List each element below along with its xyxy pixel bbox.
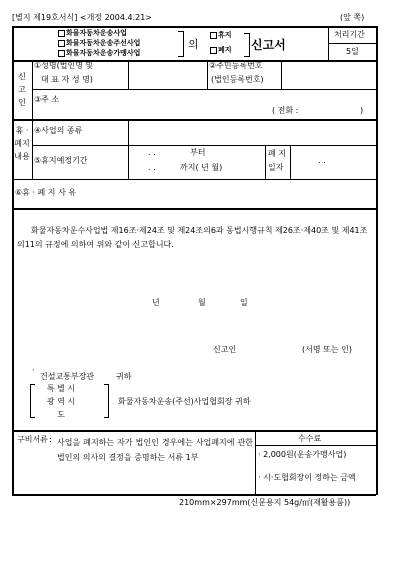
reg-number-field[interactable] — [282, 61, 375, 88]
date-month: 월 — [198, 298, 206, 307]
name-label: ①성명(법인명 및 — [34, 61, 94, 70]
fee-item-2: · 시·도협회장이 정하는 금액 — [258, 473, 356, 482]
checkbox-icon — [210, 47, 217, 54]
phone-close: ) — [360, 106, 364, 115]
name-field[interactable] — [129, 61, 206, 88]
required-docs-label: 구비서류 — [17, 435, 48, 444]
required-docs-colon: : — [49, 435, 52, 444]
addressee-city-list: 특 별 시 광 역 시 도 — [46, 384, 76, 419]
required-docs-text: 사업을 폐지하는 자가 법인인 경우에는 사업폐지에 관한 법인의 의사의 결정을 증명하는 서류 1부 — [57, 438, 253, 462]
bracket-icon — [178, 31, 184, 57]
suspension-period-label: ⑤휴지예정기간 — [34, 156, 88, 165]
checkbox-icon — [58, 50, 65, 57]
title-of: 의 — [188, 38, 199, 51]
form-reference: [별지 제19호서식] <개정 2004.4.21> — [12, 13, 152, 22]
business-type-field[interactable] — [129, 120, 375, 145]
address-label: ③주 소 — [34, 95, 60, 104]
name-label-sub: 대 표 자 성 명) — [41, 75, 93, 84]
period-to-dots[interactable]: . . — [148, 163, 156, 172]
phone-label: ( 전화 : — [272, 106, 299, 115]
page-side-label: (앞 쪽) — [340, 13, 365, 22]
addressee-dot-icon: · — [32, 366, 35, 375]
document-title: 신고서 — [251, 38, 286, 52]
date-year: 년 — [152, 298, 160, 307]
closure-date-field[interactable]: . . — [318, 156, 326, 165]
paper-spec: 210mm×297mm(신문용지 54g/㎡(재활용품)) — [179, 498, 351, 507]
period-from-dots[interactable]: . . — [148, 148, 156, 157]
reg-number-label-sub: (법인등록번호) — [211, 75, 264, 84]
bracket-icon — [244, 33, 250, 57]
section-label-applicant: 신 고 인 — [18, 72, 26, 107]
bracket-left-icon — [30, 384, 35, 418]
reason-field[interactable] — [100, 181, 375, 207]
signature-label: 신고인 — [213, 345, 237, 354]
address-field[interactable] — [80, 90, 375, 118]
biz-type-option-1[interactable]: 화물자동차운송사업 — [58, 29, 127, 37]
fee-title: 수수료 — [298, 434, 322, 443]
fee-item-1: · 2,000원(운송가맹사업) — [258, 450, 347, 459]
addressee-association: 화물자동차운송(주선)사업협회장 귀하 — [118, 397, 251, 406]
choice-close[interactable]: 폐지 — [210, 46, 232, 54]
closure-date-label: 폐 지 — [268, 149, 286, 158]
processing-period-label: 처리기간 — [334, 30, 365, 39]
business-type-label: ④사업의 종류 — [34, 126, 83, 135]
signature-note: (서명 또는 인) — [302, 345, 352, 354]
checkbox-icon — [58, 30, 65, 37]
closure-date-label-sub: 일자 — [268, 163, 284, 172]
declaration-statement: 화물자동차운수사업법 제16조·제24조 및 제24조의6과 동법시행규칙 제26조·제40조 및 제41조의11의 규정에 의하여 위와 같이 신고합니다. — [17, 226, 368, 249]
processing-period-value: 5일 — [346, 47, 359, 56]
checkbox-icon — [58, 40, 65, 47]
choice-suspend[interactable]: 휴지 — [210, 31, 232, 39]
period-from-word: 부터 — [190, 148, 206, 157]
period-to-word: 까지( 년 월) — [180, 163, 223, 172]
addressee-minister-suffix: 귀하 — [116, 372, 132, 381]
addressee-minister: 건설교통부장관 — [40, 372, 95, 381]
bracket-right-icon — [104, 384, 109, 418]
section-label-suspension: 휴 · 폐지 내용 — [14, 126, 30, 161]
checkbox-icon — [210, 32, 217, 39]
reg-number-label: ②주민등록번호 — [209, 61, 263, 70]
signature-field[interactable] — [250, 343, 300, 355]
biz-type-option-2[interactable]: 화물자동차운송주선사업 — [58, 39, 140, 47]
biz-type-option-3[interactable]: 화물자동차운송가맹사업 — [58, 49, 140, 57]
reason-label: ⑥휴 · 폐 지 사 유 — [15, 188, 77, 197]
date-day: 일 — [240, 298, 248, 307]
